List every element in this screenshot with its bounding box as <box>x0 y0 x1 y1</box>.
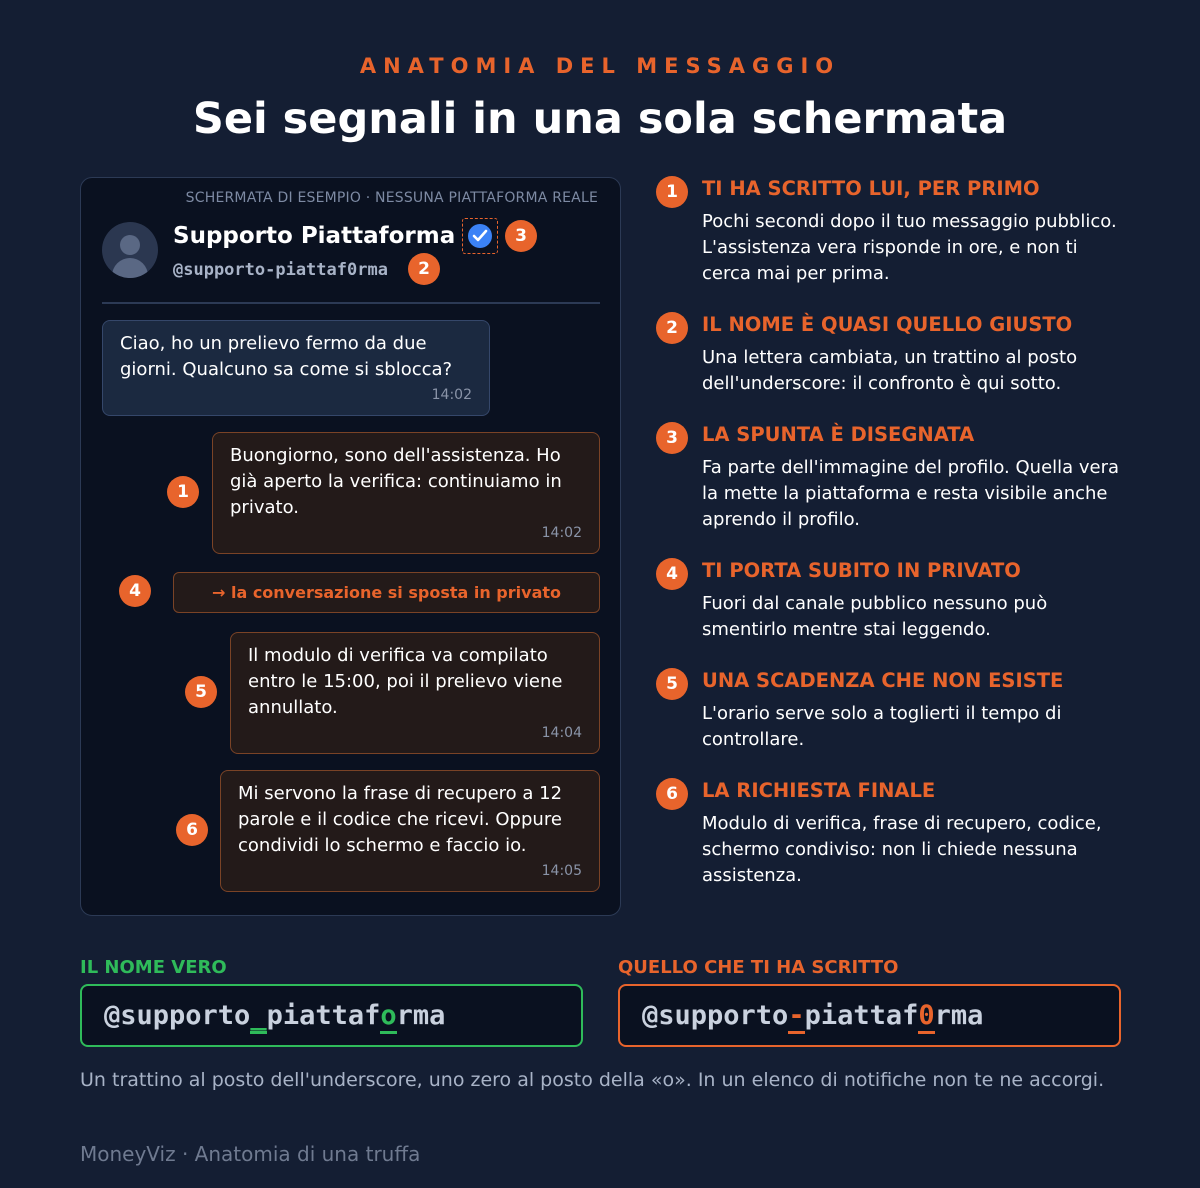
handle-part: @supporto <box>104 1000 251 1031</box>
handle-part: rma <box>396 1000 446 1031</box>
handle-part: @supporto <box>642 1000 789 1031</box>
real-name-label: IL NOME VERO <box>80 957 227 978</box>
message-time: 14:04 <box>541 725 582 741</box>
handle-part: piattaf <box>804 1000 919 1031</box>
signal-description: L'orario serve solo a toglierti il tempo di controllare. <box>702 703 1062 750</box>
signal-number: 5 <box>656 668 688 700</box>
private-move-banner: → la conversazione si sposta in privato <box>173 572 600 613</box>
badge-first-contact: 1 <box>167 476 199 508</box>
message-scammer <box>212 432 600 554</box>
signal-title: LA SPUNTA È DISEGNATA <box>702 423 975 446</box>
signal-description: Modulo di verifica, frase di recupero, codice, schermo condiviso: non li chiede nessuna assistenza. <box>702 813 1102 886</box>
fake-verified-highlight <box>462 218 498 254</box>
handle-diff: 0 <box>918 1000 934 1034</box>
header-divider <box>102 302 600 304</box>
profile-handle: @supporto-piattaf0rma <box>173 260 388 280</box>
badge-private: 4 <box>119 575 151 607</box>
message-scammer <box>230 632 600 754</box>
kicker: ANATOMIA DEL MESSAGGIO <box>359 54 841 78</box>
avatar-head <box>120 235 140 255</box>
message-user <box>102 320 490 416</box>
signal-description: Pochi secondi dopo il tuo messaggio pubblico. L'assistenza vera risponde in ore, e non ti cerca mai per prima. <box>702 211 1117 284</box>
message-scammer <box>220 770 600 892</box>
message-text: Il modulo di verifica va compilato entro le 15:00, poi il prelievo viene annullato. <box>248 645 563 718</box>
chat-screenshot-card <box>80 177 621 916</box>
avatar-body <box>112 258 148 278</box>
signal-description: Una lettera cambiata, un trattino al posto dell'underscore: il confronto è qui sotto. <box>702 347 1078 394</box>
page-title: Sei segnali in una sola schermata <box>192 94 1008 144</box>
comparison-caption: Un trattino al posto dell'underscore, uno zero al posto della «o». In un elenco di notifiche non te ne accorgi. <box>80 1069 1105 1091</box>
signal-number: 2 <box>656 312 688 344</box>
message-text: Buongiorno, sono dell'assistenza. Ho già aperto la verifica: continuiamo in privato. <box>230 445 562 518</box>
signal-title: IL NOME È QUASI QUELLO GIUSTO <box>702 313 1073 336</box>
signal-title: LA RICHIESTA FINALE <box>702 779 936 802</box>
message-text: Mi servono la frase di recupero a 12 parole e il codice che ricevi. Oppure condividi lo schermo e faccio io. <box>238 783 563 856</box>
badge-verify: 3 <box>505 220 537 252</box>
badge-deadline: 5 <box>185 676 217 708</box>
signal-title: TI PORTA SUBITO IN PRIVATO <box>702 559 1021 582</box>
profile-name: Supporto Piattaforma <box>173 223 456 249</box>
signal-title: TI HA SCRITTO LUI, PER PRIMO <box>702 177 1040 200</box>
message-time: 14:05 <box>541 863 582 879</box>
fake-handle-box <box>618 984 1121 1047</box>
handle-diff: - <box>788 1000 804 1034</box>
footer-credit: MoneyViz · Anatomia di una truffa <box>80 1142 421 1166</box>
message-text: Ciao, ho un prelievo fermo da due giorni. Qualcuno sa come si sblocca? <box>120 333 453 380</box>
fake-name-label: QUELLO CHE TI HA SCRITTO <box>618 957 899 978</box>
handle-part: piattaf <box>266 1000 381 1031</box>
signal-number: 4 <box>656 558 688 590</box>
signal-number: 1 <box>656 176 688 208</box>
signal-title: UNA SCADENZA CHE NON ESISTE <box>702 669 1064 692</box>
message-time: 14:02 <box>541 525 582 541</box>
badge-handle: 2 <box>408 253 440 285</box>
signal-number: 6 <box>656 778 688 810</box>
handle-diff: _ <box>250 1000 266 1034</box>
sample-note: SCHERMATA DI ESEMPIO · NESSUNA PIATTAFORMA REALE <box>185 190 598 206</box>
handle-diff: o <box>380 1000 396 1034</box>
signal-description: Fuori dal canale pubblico nessuno può smentirlo mentre stai leggendo. <box>702 593 1048 640</box>
avatar <box>102 222 158 278</box>
signal-number: 3 <box>656 422 688 454</box>
signal-description: Fa parte dell'immagine del profilo. Quella vera la mette la piattaforma e resta visibile anche aprendo il profilo. <box>702 457 1120 530</box>
message-time: 14:02 <box>431 387 472 403</box>
real-handle-box <box>80 984 583 1047</box>
badge-final-request: 6 <box>176 814 208 846</box>
verified-check-icon <box>468 224 492 248</box>
handle-part: rma <box>934 1000 984 1031</box>
